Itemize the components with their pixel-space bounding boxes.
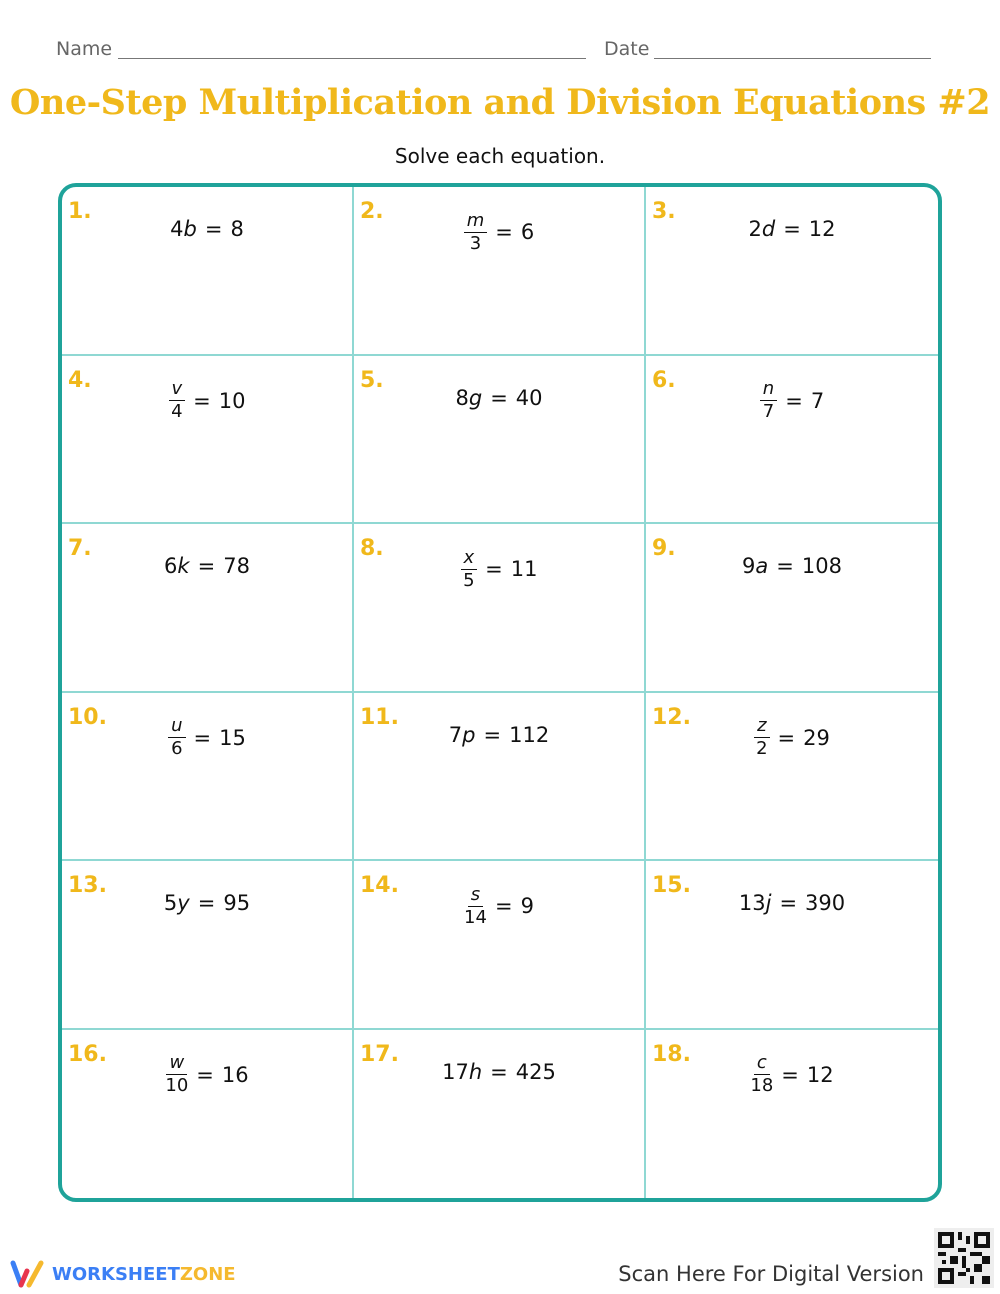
denominator: 14 [464,906,487,928]
problem-cell-12[interactable] [646,693,938,862]
problem-number: 7. [68,536,92,561]
rhs-value: 29 [803,725,830,750]
problem-cell-11[interactable] [354,693,646,862]
equation [62,1052,352,1098]
fraction [464,883,487,928]
denominator: 2 [756,738,768,759]
variable: g [468,385,483,410]
numerator: u [168,717,185,738]
equation [646,378,938,424]
problem-number: 4. [68,367,92,393]
denominator: 18 [750,1075,774,1096]
problem-number: 6. [652,367,676,393]
equals-sign: = [197,891,216,915]
problem-number: 16. [68,1041,107,1067]
numerator: x [461,549,478,570]
denominator: 10 [165,1075,189,1096]
rhs-value: 95 [223,891,251,915]
problem-number: 1. [68,199,92,224]
numerator: n [760,380,777,401]
variable: j [765,891,772,915]
worksheet-title: One-Step Multiplication and Division Equations #2 [9,82,991,123]
problem-cell-7[interactable] [62,524,354,693]
equation [62,207,352,251]
fraction [461,546,478,591]
equation [354,883,644,929]
brand-text-zone: ZONE [179,1263,236,1285]
rhs-value: 7 [810,388,825,413]
problem-grid [58,183,942,1202]
numerator: v [169,380,186,401]
variable: a [755,554,769,578]
equation [646,1052,938,1098]
denominator: 4 [171,401,183,422]
equals-sign: = [485,557,503,581]
problem-cell-4[interactable] [62,356,354,525]
numerator: s [468,886,483,907]
problem-number: 18. [652,1041,691,1067]
rhs-value: 390 [805,891,846,915]
equation [646,207,938,251]
numerator: c [754,1054,770,1075]
problem-cell-15[interactable] [646,861,938,1030]
equals-sign: = [495,220,513,244]
equation [62,881,352,925]
variable: b [183,217,197,241]
fraction [464,209,488,254]
rhs-value: 10 [218,388,246,413]
rhs-value: 12 [808,217,836,241]
coefficient: 8 [455,385,469,410]
name-label: Name [56,38,113,60]
equals-sign: = [781,1062,799,1087]
rhs-value: 108 [801,554,842,578]
coefficient: 5 [163,891,178,915]
problem-cell-16[interactable] [62,1030,354,1199]
equation [354,209,644,255]
coefficient: 4 [170,217,184,241]
brand-logo [10,1258,236,1290]
rhs-value: 8 [230,217,244,241]
denominator: 5 [463,569,475,591]
equals-sign: = [193,725,212,750]
equation [62,378,352,424]
rhs-value: 16 [221,1062,249,1087]
name-line[interactable] [118,58,586,59]
problem-number: 12. [652,704,691,730]
problem-cell-8[interactable] [354,524,646,693]
variable: d [761,217,776,241]
equals-sign: = [776,554,794,578]
equation [62,715,352,761]
brand-text-worksheet: WORKSHEET [52,1263,180,1285]
equation [646,544,938,588]
equation [354,376,644,420]
problem-cell-17[interactable] [354,1030,646,1199]
problem-number: 8. [360,536,384,561]
denominator: 3 [469,232,482,254]
coefficient: 17 [442,1059,469,1084]
variable: k [177,554,190,578]
problem-cell-2[interactable] [354,187,646,356]
problem-number: 15. [652,873,691,898]
problem-cell-5[interactable] [354,356,646,525]
equals-sign: = [197,554,216,578]
coefficient: 7 [448,722,463,747]
instructions: Solve each equation. [394,144,606,168]
coefficient: 13 [738,891,766,915]
fraction [169,380,186,421]
problem-number: 11. [360,704,399,730]
numerator: m [464,212,488,233]
problem-cell-1[interactable] [62,187,354,356]
equals-sign: = [779,891,798,915]
equals-sign: = [777,725,796,750]
problem-number: 13. [68,873,107,898]
rhs-value: 40 [515,385,543,410]
equals-sign: = [193,388,211,413]
problem-number: 10. [68,704,107,730]
variable: y [177,891,190,915]
equation [646,881,938,925]
rhs-value: 78 [223,554,250,578]
date-line[interactable] [654,58,931,59]
coefficient: 9 [742,554,756,578]
equals-sign: = [785,388,803,413]
numerator: w [166,1054,187,1075]
problem-cell-6[interactable] [646,356,938,525]
coefficient: 6 [164,554,178,578]
problem-cell-10[interactable] [62,693,354,862]
denominator: 7 [762,401,775,422]
problem-cell-13[interactable] [62,861,354,1030]
problem-number: 5. [360,367,384,393]
equals-sign: = [204,217,223,241]
fraction [754,717,769,758]
qr-code-icon[interactable] [934,1228,994,1288]
equation [354,546,644,592]
problem-number: 14. [360,873,399,898]
rhs-value: 11 [510,557,538,581]
rhs-value: 12 [806,1062,834,1087]
rhs-value: 425 [515,1059,556,1084]
equals-sign: = [494,894,513,918]
equation [62,544,352,588]
problem-number: 9. [652,536,676,561]
problem-number: 2. [360,199,384,224]
equals-sign: = [483,722,502,747]
rhs-value: 15 [219,725,246,750]
problem-cell-18[interactable] [646,1030,938,1199]
coefficient: 2 [748,217,762,241]
date-label: Date [604,38,650,60]
equation [646,715,938,761]
equals-sign: = [490,385,508,410]
rhs-value: 9 [520,894,534,918]
fraction [760,380,777,421]
numerator: z [754,717,769,738]
denominator: 6 [171,738,183,759]
equation [354,713,644,757]
scan-text: Scan Here For Digital Version [618,1262,924,1286]
header-fields [56,36,936,66]
problem-cell-9[interactable] [646,524,938,693]
equals-sign: = [490,1059,508,1084]
equation [354,1050,644,1094]
rhs-value: 112 [509,722,550,747]
fraction [168,717,185,758]
problem-cell-3[interactable] [646,187,938,356]
problem-cell-14[interactable] [354,861,646,1030]
worksheet-zone-logo-icon [10,1259,46,1289]
equals-sign: = [196,1062,214,1087]
problem-number: 3. [652,199,676,224]
equals-sign: = [783,217,801,241]
problem-number: 17. [360,1041,399,1067]
rhs-value: 6 [520,220,535,244]
variable: p [462,722,476,747]
fraction [750,1054,773,1095]
fraction [165,1054,188,1095]
variable: h [468,1059,483,1084]
